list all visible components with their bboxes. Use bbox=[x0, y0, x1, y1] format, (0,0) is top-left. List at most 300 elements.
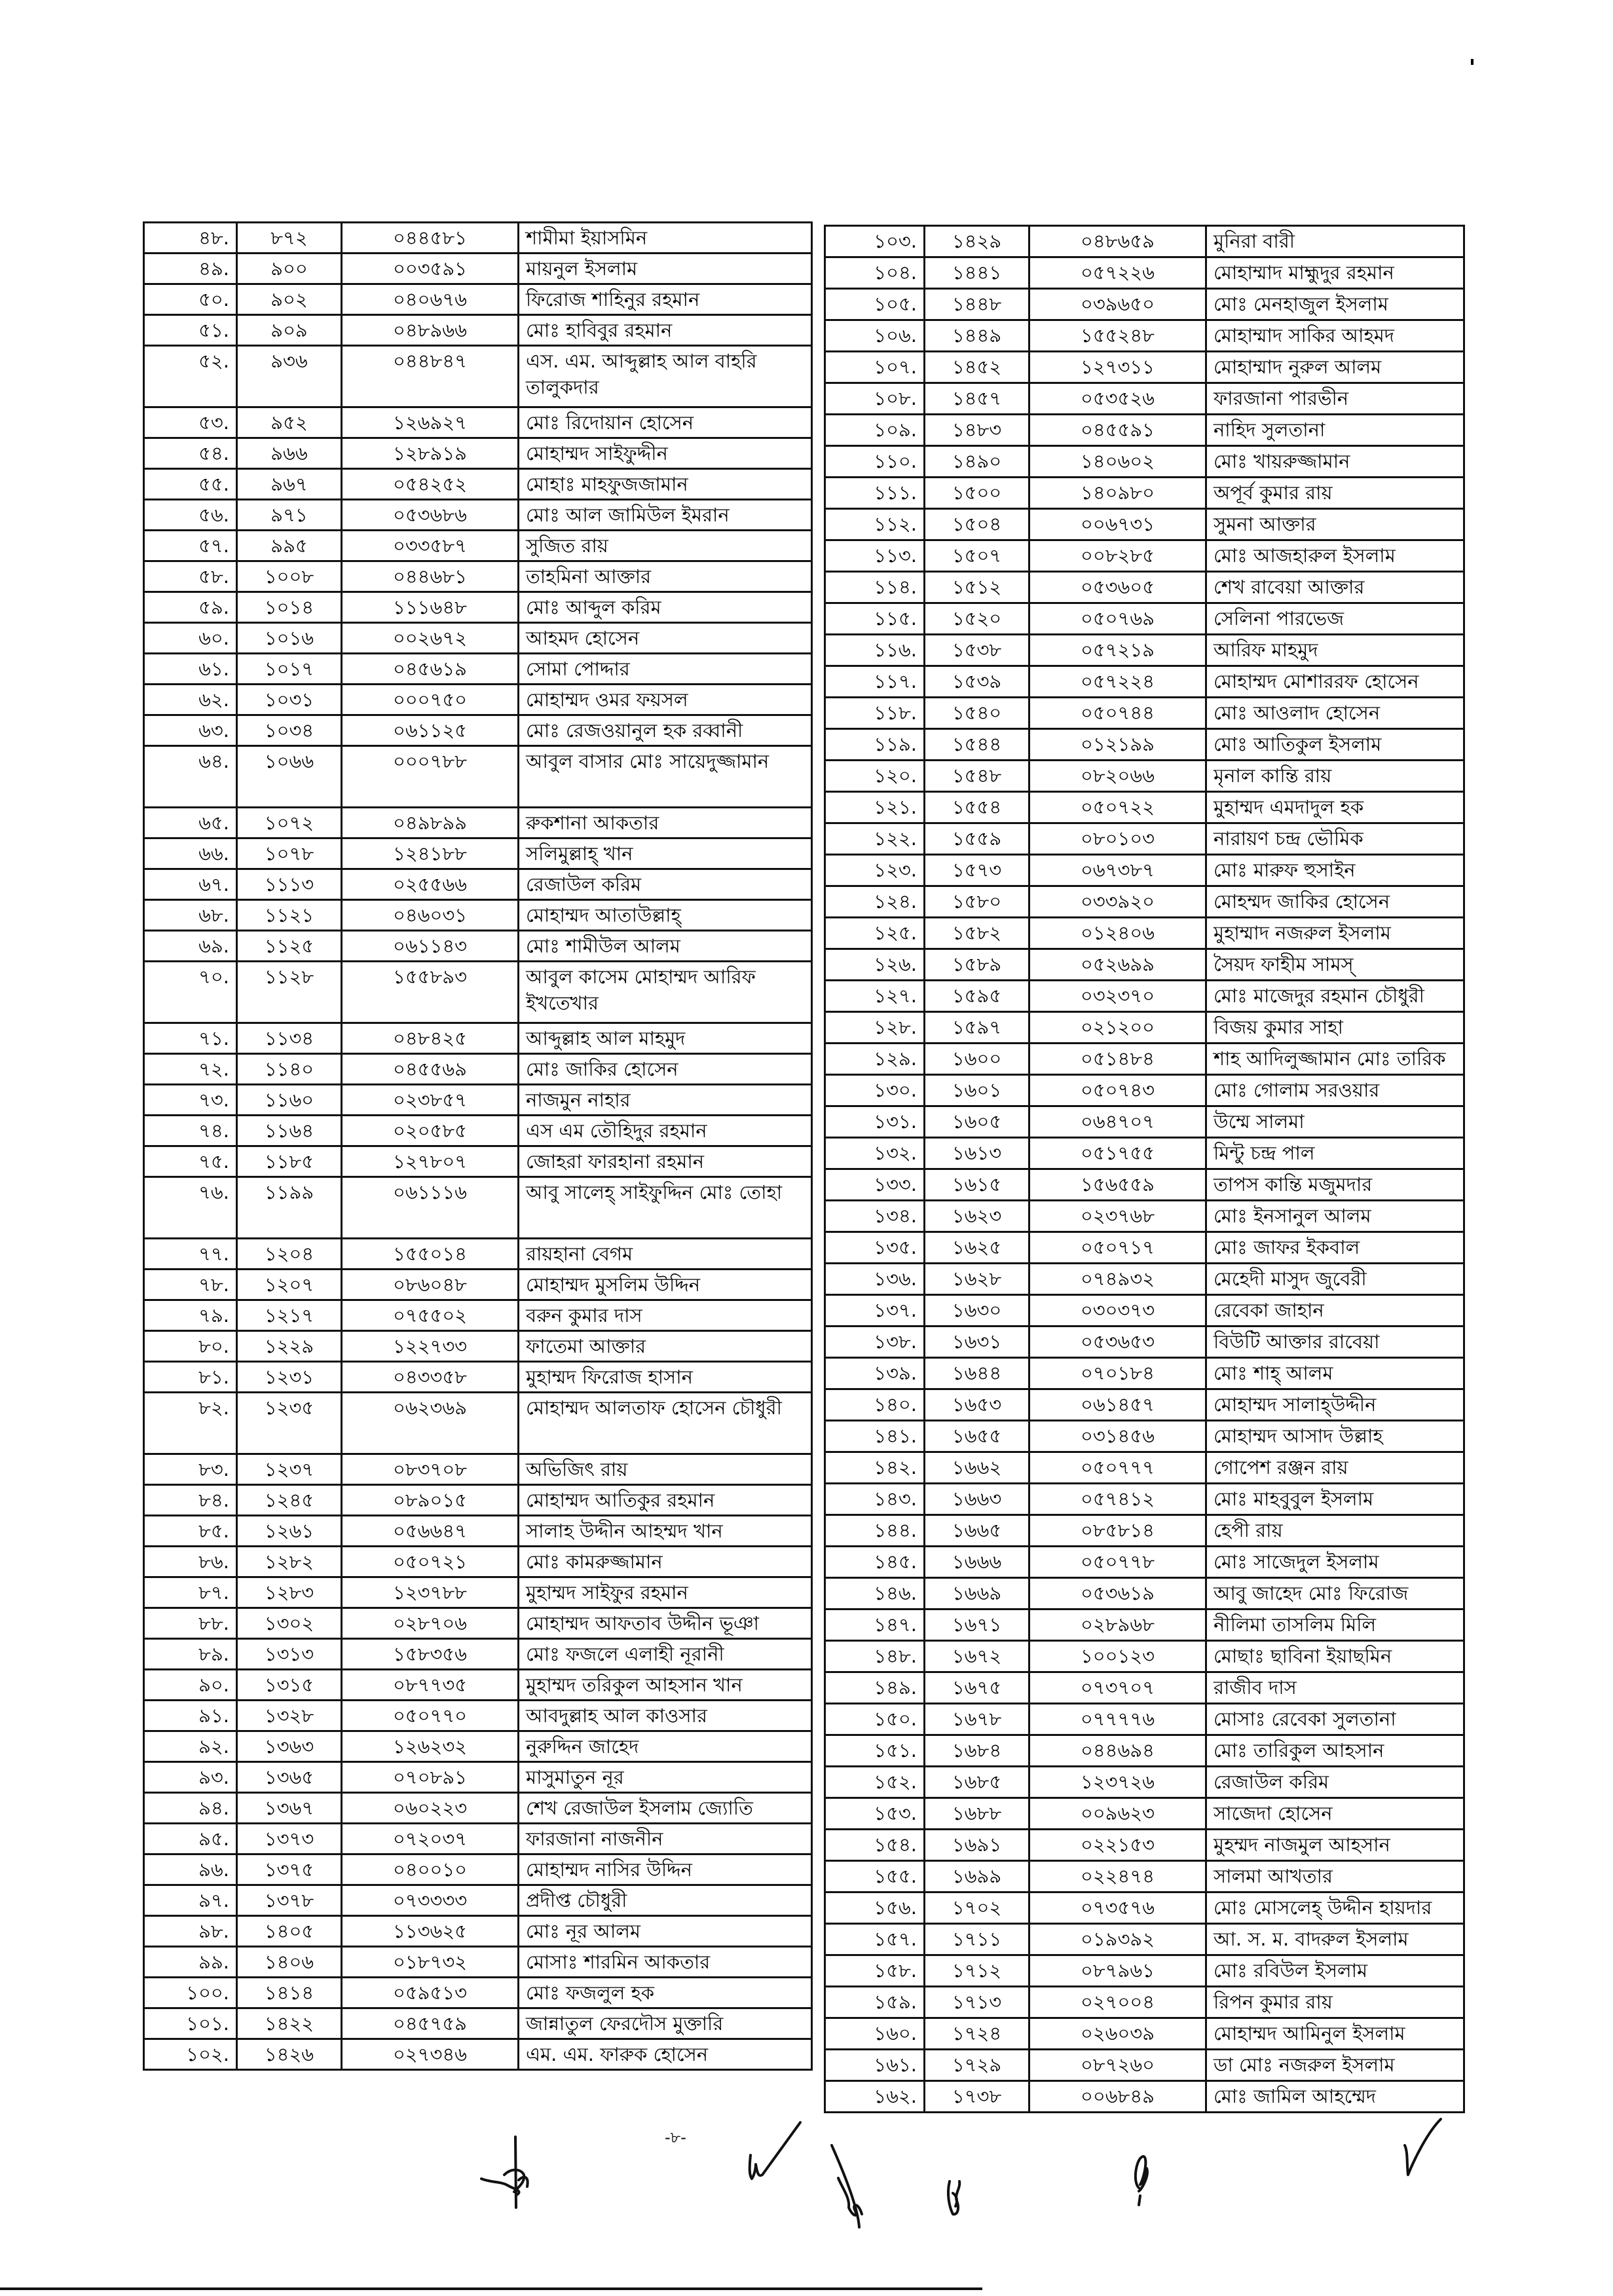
table-row bbox=[144, 2008, 812, 2039]
serial-cell: ১১৫. bbox=[825, 603, 925, 635]
name-cell: রায়হানা বেগম bbox=[519, 1239, 812, 1270]
table-row bbox=[825, 1327, 1464, 1358]
roll-cell: ৯৬৬ bbox=[237, 438, 342, 469]
code-cell: ০৭৭৭৭৬ bbox=[1029, 1704, 1206, 1735]
name-cell: অভিজিৎ রায় bbox=[519, 1454, 812, 1485]
table-row bbox=[825, 1735, 1464, 1767]
code-cell: ১১১৬৪৮ bbox=[342, 592, 519, 623]
name-cell: মেহেদী মাসুদ জুবেরী bbox=[1206, 1264, 1464, 1295]
table-row bbox=[825, 1924, 1464, 1955]
table-row bbox=[144, 746, 812, 808]
code-cell: ০২৭৩৪৬ bbox=[342, 2039, 519, 2070]
serial-cell: ১৫৫. bbox=[825, 1861, 925, 1892]
code-cell: ১২৭৩১১ bbox=[1029, 352, 1206, 383]
serial-cell: ১৫২. bbox=[825, 1767, 925, 1798]
name-cell: মোঃ মেনহাজুল ইসলাম bbox=[1206, 289, 1464, 320]
code-cell: ০৫০৭৭৮ bbox=[1029, 1547, 1206, 1578]
roll-cell: ১১৮৫ bbox=[237, 1146, 342, 1177]
roll-cell: ১৩৭৮ bbox=[237, 1885, 342, 1916]
serial-cell: ৯৮. bbox=[144, 1916, 237, 1947]
table-row bbox=[144, 1916, 812, 1947]
code-cell: ০১২৪০৬ bbox=[1029, 918, 1206, 949]
serial-cell: ১৫৩. bbox=[825, 1798, 925, 1830]
table-row bbox=[825, 981, 1464, 1012]
code-cell: ০৪০৬৭৬ bbox=[342, 284, 519, 315]
table-row bbox=[144, 254, 812, 284]
name-cell: এস. এম. আব্দুল্লাহ আল বাহরি তালুকদার bbox=[519, 346, 812, 407]
code-cell: ০৫৪২৫২ bbox=[342, 469, 519, 500]
code-cell: ০৬০২২৩ bbox=[342, 1793, 519, 1824]
code-cell: ০৪৪৬৯৪ bbox=[1029, 1735, 1206, 1767]
name-cell: মোঃ ইনসানুল আলম bbox=[1206, 1201, 1464, 1232]
table-row bbox=[144, 1362, 812, 1393]
serial-cell: ১২৭. bbox=[825, 981, 925, 1012]
code-cell: ১২৭৮০৭ bbox=[342, 1146, 519, 1177]
roll-cell: ১৩১৩ bbox=[237, 1639, 342, 1670]
table-row bbox=[825, 226, 1464, 257]
roll-cell: ১৪৫২ bbox=[925, 352, 1029, 383]
roll-cell: ১৭২৪ bbox=[925, 2018, 1029, 2050]
table-row bbox=[144, 1177, 812, 1239]
table-row bbox=[144, 838, 812, 869]
name-cell: মুহাম্মদ সাইফুর রহমান bbox=[519, 1577, 812, 1608]
code-cell: ০৮৭২৬০ bbox=[1029, 2050, 1206, 2081]
name-cell: মোঃ রিদোয়ান হোসেন bbox=[519, 407, 812, 438]
code-cell: ০১৮৭৩২ bbox=[342, 1947, 519, 1978]
roll-cell: ১৬০০ bbox=[925, 1044, 1029, 1075]
serial-cell: ৫৩. bbox=[144, 407, 237, 438]
serial-cell: ১৪২. bbox=[825, 1452, 925, 1484]
roll-cell: ১৪২২ bbox=[237, 2008, 342, 2039]
table-row bbox=[825, 1861, 1464, 1892]
table-row bbox=[825, 1892, 1464, 1924]
roll-cell: ১৬৬৬ bbox=[925, 1547, 1029, 1578]
code-cell: ০৭৩৩৩৩ bbox=[342, 1885, 519, 1916]
roll-cell: ১৩৬৭ bbox=[237, 1793, 342, 1824]
code-cell: ০৫০৭৭৭ bbox=[1029, 1452, 1206, 1484]
serial-cell: ৪৮. bbox=[144, 223, 237, 254]
code-cell: ০৪৫৫৯১ bbox=[1029, 415, 1206, 446]
name-cell: এম. এম. ফারুক হোসেন bbox=[519, 2039, 812, 2070]
serial-cell: ৬২. bbox=[144, 685, 237, 715]
serial-cell: ১০২. bbox=[144, 2039, 237, 2070]
serial-cell: ৭০. bbox=[144, 962, 237, 1023]
roll-cell: ১৫০৭ bbox=[925, 540, 1029, 572]
table-row bbox=[144, 561, 812, 592]
code-cell: ০২৬০৩৯ bbox=[1029, 2018, 1206, 2050]
code-cell: ০০৯৬২৩ bbox=[1029, 1798, 1206, 1830]
serial-cell: ১২০. bbox=[825, 761, 925, 792]
name-cell: মোঃ আওলাদ হোসেন bbox=[1206, 698, 1464, 729]
code-cell: ০২৭০০৪ bbox=[1029, 1987, 1206, 2018]
name-cell: মুনিরা বারী bbox=[1206, 226, 1464, 257]
serial-cell: ৯০. bbox=[144, 1670, 237, 1701]
roll-cell: ১০৭২ bbox=[237, 808, 342, 838]
roll-cell: ১৫৯৭ bbox=[925, 1012, 1029, 1044]
roll-cell: ৯০০ bbox=[237, 254, 342, 284]
roll-cell: ৯৩৬ bbox=[237, 346, 342, 407]
roll-cell: ১৭২৯ bbox=[925, 2050, 1029, 2081]
serial-cell: ৮৮. bbox=[144, 1608, 237, 1639]
code-cell: ০৭২০৩৭ bbox=[342, 1824, 519, 1854]
code-cell: ১০০১২৩ bbox=[1029, 1641, 1206, 1672]
name-cell: মুহাম্মদ ফিরোজ হাসান bbox=[519, 1362, 812, 1393]
code-cell: ০২৩৮৫৭ bbox=[342, 1085, 519, 1116]
serial-cell: ৭৮. bbox=[144, 1270, 237, 1300]
code-cell: ০৫০৭৬৯ bbox=[1029, 603, 1206, 635]
table-row bbox=[144, 931, 812, 962]
name-cell: আ. স. ম. বাদরুল ইসলাম bbox=[1206, 1924, 1464, 1955]
roll-cell: ১৩২৮ bbox=[237, 1701, 342, 1731]
roll-cell: ১৪১৪ bbox=[237, 1978, 342, 2008]
serial-cell: ৫৮. bbox=[144, 561, 237, 592]
serial-cell: ১০৩. bbox=[825, 226, 925, 257]
roll-cell: ১৪৫৭ bbox=[925, 383, 1029, 415]
serial-cell: ১৫৭. bbox=[825, 1924, 925, 1955]
roll-cell: ৯৯৫ bbox=[237, 531, 342, 561]
name-cell: মোহাঃ মাহফুজজামান bbox=[519, 469, 812, 500]
code-cell: ০৫০৭৭০ bbox=[342, 1701, 519, 1731]
roll-cell: ১৬৭৫ bbox=[925, 1672, 1029, 1704]
table-row bbox=[144, 685, 812, 715]
serial-cell: ১৫৮. bbox=[825, 1955, 925, 1987]
roll-cell: ১৩৬৫ bbox=[237, 1762, 342, 1793]
table-row bbox=[144, 1146, 812, 1177]
roll-cell: ১৬২৮ bbox=[925, 1264, 1029, 1295]
serial-cell: ৯১. bbox=[144, 1701, 237, 1731]
table-row bbox=[825, 1547, 1464, 1578]
name-cell: মোঃ গোলাম সরওয়ার bbox=[1206, 1075, 1464, 1106]
serial-cell: ১৪০. bbox=[825, 1389, 925, 1421]
serial-cell: ৫১. bbox=[144, 315, 237, 346]
signature-icon bbox=[832, 2142, 910, 2234]
table-row bbox=[144, 2039, 812, 2070]
roll-cell: ১৬৭৮ bbox=[925, 1704, 1029, 1735]
table-row bbox=[825, 1672, 1464, 1704]
serial-cell: ৯৩. bbox=[144, 1762, 237, 1793]
name-cell: মোঃ আল জামিউল ইমরান bbox=[519, 500, 812, 531]
serial-cell: ৬৮. bbox=[144, 900, 237, 931]
serial-cell: ১৩১. bbox=[825, 1106, 925, 1138]
serial-cell: ১০৭. bbox=[825, 352, 925, 383]
serial-cell: ১২২. bbox=[825, 823, 925, 855]
roll-cell: ১০৩১ bbox=[237, 685, 342, 715]
code-cell: ১২৮৯১৯ bbox=[342, 438, 519, 469]
name-cell: আবুল বাসার মোঃ সায়েদুজ্জামান bbox=[519, 746, 812, 808]
code-cell: ১৪০৯৮০ bbox=[1029, 478, 1206, 509]
serial-cell: ৫৪. bbox=[144, 438, 237, 469]
serial-cell: ১১৪. bbox=[825, 572, 925, 603]
name-cell: সলিমুল্লাহ্ খান bbox=[519, 838, 812, 869]
serial-cell: ১৩৯. bbox=[825, 1358, 925, 1389]
table-row bbox=[825, 1641, 1464, 1672]
serial-cell: ১০৫. bbox=[825, 289, 925, 320]
code-cell: ০৪৫৫৬৯ bbox=[342, 1054, 519, 1085]
table-row bbox=[825, 1452, 1464, 1484]
signature-icon bbox=[946, 2175, 973, 2221]
serial-cell: ৬৩. bbox=[144, 715, 237, 746]
code-cell: ০২৮৯৬৮ bbox=[1029, 1609, 1206, 1641]
serial-cell: ১২৮. bbox=[825, 1012, 925, 1044]
code-cell: ০৭৫৫০২ bbox=[342, 1300, 519, 1331]
roll-cell: ১০৬৬ bbox=[237, 746, 342, 808]
roll-cell: ১৪২৬ bbox=[237, 2039, 342, 2070]
table-row bbox=[825, 666, 1464, 698]
roll-cell: ১০১৪ bbox=[237, 592, 342, 623]
code-cell: ০৩৩৫৮৭ bbox=[342, 531, 519, 561]
roll-cell: ১৬৭২ bbox=[925, 1641, 1029, 1672]
table-row bbox=[144, 1762, 812, 1793]
serial-cell: ৭৩. bbox=[144, 1085, 237, 1116]
table-row bbox=[825, 1609, 1464, 1641]
roster-table-left-body bbox=[144, 223, 812, 2070]
roll-cell: ১২১৭ bbox=[237, 1300, 342, 1331]
serial-cell: ১১৮. bbox=[825, 698, 925, 729]
code-cell: ০৮৭৯৬১ bbox=[1029, 1955, 1206, 1987]
roll-cell: ১৭০২ bbox=[925, 1892, 1029, 1924]
table-row bbox=[825, 1044, 1464, 1075]
code-cell: ০৩৩৯২০ bbox=[1029, 886, 1206, 918]
name-cell: মোঃ ফজলে এলাহী নূরানী bbox=[519, 1639, 812, 1670]
table-row bbox=[825, 383, 1464, 415]
code-cell: ০০২৬৭২ bbox=[342, 623, 519, 654]
name-cell: ফিরোজ শাহিনুর রহমান bbox=[519, 284, 812, 315]
serial-cell: ৬৯. bbox=[144, 931, 237, 962]
name-cell: আব্দুল্লাহ আল মাহমুদ bbox=[519, 1023, 812, 1054]
serial-cell: ১৩৩. bbox=[825, 1169, 925, 1201]
roll-cell: ১৬২৩ bbox=[925, 1201, 1029, 1232]
serial-cell: ৭২. bbox=[144, 1054, 237, 1085]
name-cell: বিউটি আক্তার রাবেয়া bbox=[1206, 1327, 1464, 1358]
roll-cell: ১৫৫৪ bbox=[925, 792, 1029, 823]
code-cell: ০৩৯৬৫০ bbox=[1029, 289, 1206, 320]
name-cell: মায়নুল ইসলাম bbox=[519, 254, 812, 284]
serial-cell: ৫০. bbox=[144, 284, 237, 315]
serial-cell: ৭৭. bbox=[144, 1239, 237, 1270]
code-cell: ০৫০৭২১ bbox=[342, 1547, 519, 1577]
table-row bbox=[144, 407, 812, 438]
serial-cell: ১৩৬. bbox=[825, 1264, 925, 1295]
footer-rule bbox=[0, 2287, 982, 2290]
name-cell: মুহম্মদ নাজমুল আহসান bbox=[1206, 1830, 1464, 1861]
code-cell: ০৭৩৫৭৬ bbox=[1029, 1892, 1206, 1924]
name-cell: শেখ রাবেয়া আক্তার bbox=[1206, 572, 1464, 603]
table-row bbox=[825, 415, 1464, 446]
table-row bbox=[825, 1264, 1464, 1295]
code-cell: ০৫০৭৪৪ bbox=[1029, 698, 1206, 729]
name-cell: মোঃ মোসলেহ্ উদ্দীন হায়দার bbox=[1206, 1892, 1464, 1924]
roll-cell: ১৬৬৩ bbox=[925, 1484, 1029, 1515]
serial-cell: ৮৯. bbox=[144, 1639, 237, 1670]
table-row bbox=[825, 2081, 1464, 2113]
roll-cell: ১২০৭ bbox=[237, 1270, 342, 1300]
name-cell: রুকশানা আকতার bbox=[519, 808, 812, 838]
table-row bbox=[825, 1358, 1464, 1389]
serial-cell: ১৪৪. bbox=[825, 1515, 925, 1547]
code-cell: ০৬৭৩৮৭ bbox=[1029, 855, 1206, 886]
table-row bbox=[144, 1516, 812, 1547]
table-row bbox=[144, 1885, 812, 1916]
roll-cell: ৯০৯ bbox=[237, 315, 342, 346]
code-cell: ০৫৩৬০৫ bbox=[1029, 572, 1206, 603]
name-cell: প্রদীপ্ত চৌধুরী bbox=[519, 1885, 812, 1916]
serial-cell: ৯৪. bbox=[144, 1793, 237, 1824]
table-row bbox=[144, 1239, 812, 1270]
table-row bbox=[825, 918, 1464, 949]
roll-cell: ১৬০১ bbox=[925, 1075, 1029, 1106]
code-cell: ০৫৩৬৫৩ bbox=[1029, 1327, 1206, 1358]
table-row bbox=[144, 1947, 812, 1978]
serial-cell: ৫৬. bbox=[144, 500, 237, 531]
serial-cell: ১৫০. bbox=[825, 1704, 925, 1735]
serial-cell: ১২৩. bbox=[825, 855, 925, 886]
name-cell: মিন্টু চন্দ্র পাল bbox=[1206, 1138, 1464, 1169]
name-cell: মোহাম্মদ আফতাব উদ্দীন ভূঞা bbox=[519, 1608, 812, 1639]
serial-cell: ৯৯. bbox=[144, 1947, 237, 1978]
serial-cell: ১১২. bbox=[825, 509, 925, 540]
name-cell: আবু জাহেদ মোঃ ফিরোজ bbox=[1206, 1578, 1464, 1609]
table-row bbox=[825, 635, 1464, 666]
code-cell: ০৭০৮৯১ bbox=[342, 1762, 519, 1793]
checkmark-icon bbox=[1401, 2119, 1441, 2178]
name-cell: ডা মোঃ নজরুল ইসলাম bbox=[1206, 2050, 1464, 2081]
name-cell: নুরুদ্দিন জাহেদ bbox=[519, 1731, 812, 1762]
name-cell: সুজিত রায় bbox=[519, 531, 812, 561]
table-row bbox=[144, 808, 812, 838]
code-cell: ০৮৭৭৩৫ bbox=[342, 1670, 519, 1701]
name-cell: মোঃ জাকির হোসেন bbox=[519, 1054, 812, 1085]
serial-cell: ৬৪. bbox=[144, 746, 237, 808]
code-cell: ০৫০৭১৭ bbox=[1029, 1232, 1206, 1264]
name-cell: তাপস কান্তি মজুমদার bbox=[1206, 1169, 1464, 1201]
roll-cell: ১৬৫৩ bbox=[925, 1389, 1029, 1421]
serial-cell: ৭৫. bbox=[144, 1146, 237, 1177]
serial-cell: ১৫১. bbox=[825, 1735, 925, 1767]
serial-cell: ৮০. bbox=[144, 1331, 237, 1362]
initials-icon bbox=[740, 2122, 819, 2188]
table-row bbox=[825, 1704, 1464, 1735]
code-cell: ০৮২০৬৬ bbox=[1029, 761, 1206, 792]
code-cell: ০৩১৪৫৬ bbox=[1029, 1421, 1206, 1452]
roll-cell: ১৪৮৩ bbox=[925, 415, 1029, 446]
code-cell: ০৪৫৭৫৯ bbox=[342, 2008, 519, 2039]
table-row bbox=[825, 761, 1464, 792]
serial-cell: ১৩৭. bbox=[825, 1295, 925, 1327]
name-cell: মাসুমাতুন নূর bbox=[519, 1762, 812, 1793]
roll-cell: ১১৩৪ bbox=[237, 1023, 342, 1054]
roll-cell: ১৫১২ bbox=[925, 572, 1029, 603]
roll-cell: ১৬৭১ bbox=[925, 1609, 1029, 1641]
code-cell: ০৪৫৬১৯ bbox=[342, 654, 519, 685]
code-cell: ০৪৪৮৪৭ bbox=[342, 346, 519, 407]
roll-cell: ১৫০৪ bbox=[925, 509, 1029, 540]
roll-cell: ১৬৬৯ bbox=[925, 1578, 1029, 1609]
code-cell: ০২২১৫৩ bbox=[1029, 1830, 1206, 1861]
roll-cell: ১৩৭৫ bbox=[237, 1854, 342, 1885]
table-row bbox=[825, 572, 1464, 603]
name-cell: সেলিনা পারভেজ bbox=[1206, 603, 1464, 635]
serial-cell: ১৩০. bbox=[825, 1075, 925, 1106]
table-row bbox=[144, 715, 812, 746]
roll-cell: ১৬৩০ bbox=[925, 1295, 1029, 1327]
roll-cell: ৯৫২ bbox=[237, 407, 342, 438]
name-cell: ফারজানা পারভীন bbox=[1206, 383, 1464, 415]
roll-cell: ১৩১৫ bbox=[237, 1670, 342, 1701]
table-row bbox=[825, 855, 1464, 886]
roll-cell: ১৩৬৩ bbox=[237, 1731, 342, 1762]
name-cell: জোহরা ফারহানা রহমান bbox=[519, 1146, 812, 1177]
name-cell: সালাহ উদ্দীন আহম্মদ খান bbox=[519, 1516, 812, 1547]
table-row bbox=[825, 1830, 1464, 1861]
roll-cell: ১৫৭৩ bbox=[925, 855, 1029, 886]
roll-cell: ১৫৫৯ bbox=[925, 823, 1029, 855]
roll-cell: ১৫৯৫ bbox=[925, 981, 1029, 1012]
serial-cell: ৮৪. bbox=[144, 1485, 237, 1516]
serial-cell: ১৩২. bbox=[825, 1138, 925, 1169]
serial-cell: ৬৫. bbox=[144, 808, 237, 838]
serial-cell: ৫৫. bbox=[144, 469, 237, 500]
roll-cell: ১৪০৫ bbox=[237, 1916, 342, 1947]
roll-cell: ১১৯৯ bbox=[237, 1177, 342, 1239]
table-row bbox=[825, 1767, 1464, 1798]
code-cell: ০৪৪৫৮১ bbox=[342, 223, 519, 254]
name-cell: রিপন কুমার রায় bbox=[1206, 1987, 1464, 2018]
code-cell: ০৫১৪৮৪ bbox=[1029, 1044, 1206, 1075]
code-cell: ০৭৪৯৩২ bbox=[1029, 1264, 1206, 1295]
table-row bbox=[825, 1169, 1464, 1201]
name-cell: রাজীব দাস bbox=[1206, 1672, 1464, 1704]
roll-cell: ১০০৮ bbox=[237, 561, 342, 592]
code-cell: ১৫৫২৪৮ bbox=[1029, 320, 1206, 352]
serial-cell: ৯৫. bbox=[144, 1824, 237, 1854]
table-row bbox=[144, 1054, 812, 1085]
roll-cell: ১১৪০ bbox=[237, 1054, 342, 1085]
table-row bbox=[825, 1232, 1464, 1264]
serial-cell: ৮৩. bbox=[144, 1454, 237, 1485]
code-cell: ০৫৩৫২৬ bbox=[1029, 383, 1206, 415]
name-cell: মোহাম্মদ আলতাফ হোসেন চৌধুরী bbox=[519, 1393, 812, 1454]
name-cell: মোহাম্মাদ মাহ্মুদুর রহমান bbox=[1206, 257, 1464, 289]
name-cell: সাজেদা হোসেন bbox=[1206, 1798, 1464, 1830]
code-cell: ০৪০০১০ bbox=[342, 1854, 519, 1885]
name-cell: মোঃ খায়রুজ্জামান bbox=[1206, 446, 1464, 478]
name-cell: ফারজানা নাজনীন bbox=[519, 1824, 812, 1854]
table-row bbox=[825, 1201, 1464, 1232]
table-row bbox=[825, 1389, 1464, 1421]
name-cell: মোহাম্মদ মুসলিম উদ্দিন bbox=[519, 1270, 812, 1300]
serial-cell: ১৪৩. bbox=[825, 1484, 925, 1515]
code-cell: ০৬১১২৫ bbox=[342, 715, 519, 746]
name-cell: আবুল কাসেম মোহাম্মদ আরিফ ইখতেখার bbox=[519, 962, 812, 1023]
table-row bbox=[144, 1116, 812, 1146]
table-row bbox=[144, 1085, 812, 1116]
name-cell: আবু সালেহ্ সাইফুদ্দিন মোঃ তোহা bbox=[519, 1177, 812, 1239]
name-cell: মোঃ জামিল আহম্মেদ bbox=[1206, 2081, 1464, 2113]
table-row bbox=[144, 500, 812, 531]
roll-cell: ১২৬১ bbox=[237, 1516, 342, 1547]
name-cell: হেপী রায় bbox=[1206, 1515, 1464, 1547]
name-cell: সৈয়দ ফাহীম সামস্ bbox=[1206, 949, 1464, 981]
roll-cell: ১০১৭ bbox=[237, 654, 342, 685]
table-row bbox=[144, 1854, 812, 1885]
code-cell: ০৬১১৪৩ bbox=[342, 931, 519, 962]
name-cell: নাহিদ সুলতানা bbox=[1206, 415, 1464, 446]
roll-cell: ১৬৬২ bbox=[925, 1452, 1029, 1484]
table-row bbox=[144, 1701, 812, 1731]
table-row bbox=[825, 320, 1464, 352]
name-cell: মোঃ আতিকুল ইসলাম bbox=[1206, 729, 1464, 761]
table-row bbox=[144, 469, 812, 500]
